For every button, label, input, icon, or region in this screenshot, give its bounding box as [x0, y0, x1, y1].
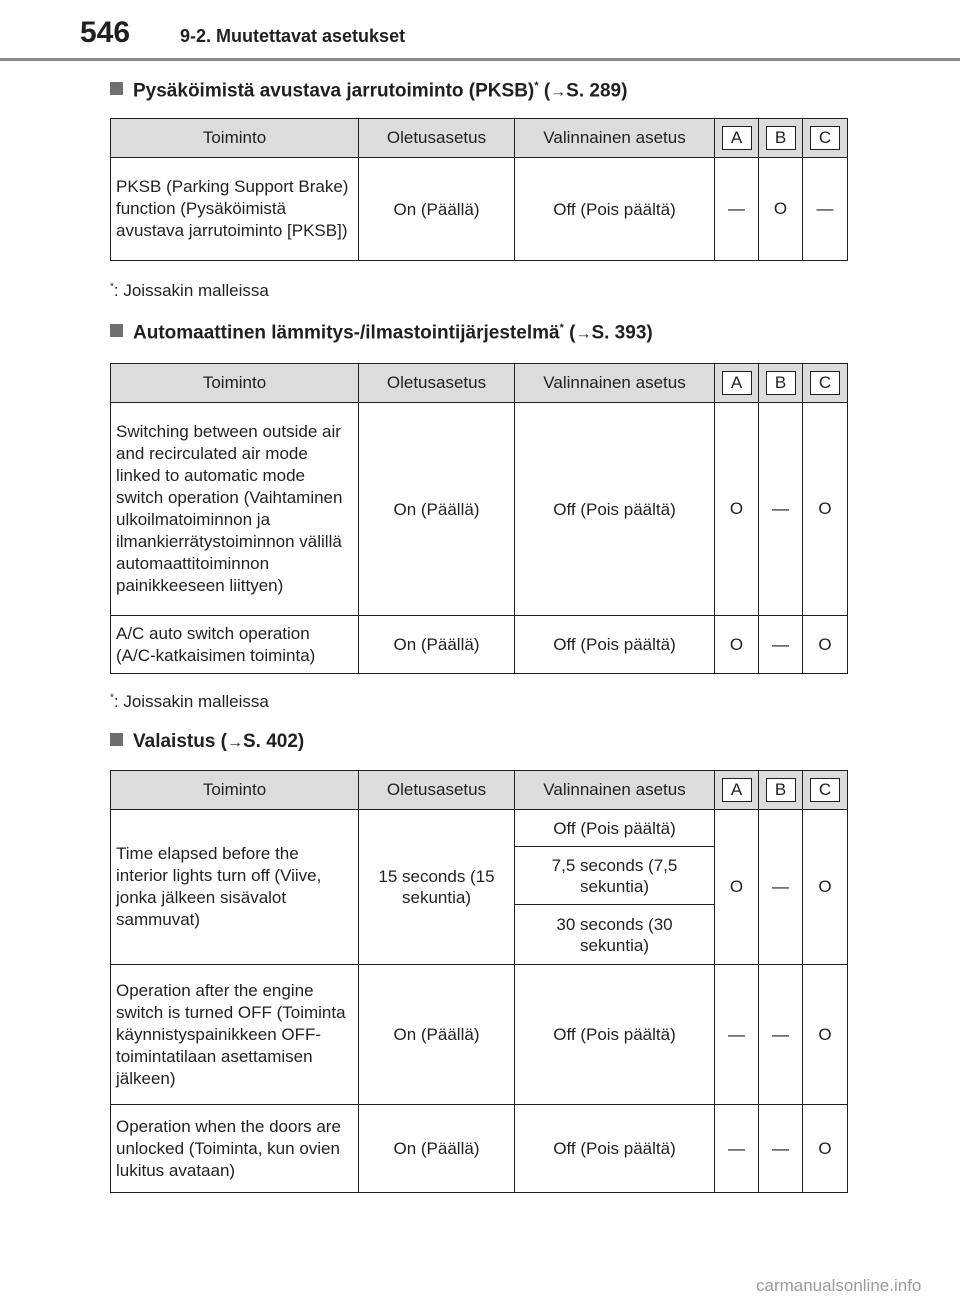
page-reference-link[interactable]: S. 393): [591, 322, 653, 344]
optional-setting: Off (Pois päältä): [515, 616, 715, 674]
mark-b: —: [759, 616, 803, 674]
column-header-function: Toiminto: [111, 771, 359, 810]
header-divider: [0, 58, 960, 61]
square-bullet-icon: [110, 733, 123, 746]
page-reference-link[interactable]: S. 402): [243, 731, 305, 752]
table-row: [111, 1105, 848, 1193]
table-row: [111, 158, 848, 261]
mark-c: O: [803, 810, 848, 965]
table-header-row: [111, 771, 848, 810]
watermark: carmanualsonline.info: [756, 1276, 922, 1295]
function-name: Time elapsed before the interior lights turn off (Viive, jonka jälkeen sisävalot sammuvat): [111, 810, 359, 965]
mark-b: O: [759, 158, 803, 261]
settings-table-climate: [110, 363, 848, 674]
optional-setting: Off (Pois päältä): [515, 403, 715, 616]
square-bullet-icon: [110, 82, 123, 95]
column-header-a: A: [715, 771, 759, 810]
column-header-default: Oletusasetus: [359, 771, 515, 810]
column-header-c: C: [803, 771, 848, 810]
column-header-function: Toiminto: [111, 364, 359, 403]
mark-c: O: [803, 965, 848, 1105]
column-header-a: A: [715, 364, 759, 403]
default-setting: On (Päällä): [359, 616, 515, 674]
table-row: [111, 616, 848, 674]
column-header-b: B: [759, 119, 803, 158]
default-setting: 15 seconds (15 sekuntia): [359, 810, 515, 965]
footnote-marker: *: [534, 80, 539, 92]
function-name: Operation after the engine switch is turned OFF (Toiminta käynnistyspainikkeen OFF-toimintatilaan asettamisen jälkeen): [111, 965, 359, 1105]
function-name: Switching between outside air and recirculated air mode linked to automatic mode switch operation (Vaihtaminen ulkoilmatoiminnon ja ilmankierrätystoiminnon välillä automaattitoiminnon painikkeeseen liittyen): [111, 403, 359, 616]
function-name: Operation when the doors are unlocked (Toiminta, kun ovien lukitus avataan): [111, 1105, 359, 1193]
column-header-function: Toiminto: [111, 119, 359, 158]
column-header-c: C: [803, 119, 848, 158]
footnote-marker: *: [559, 322, 564, 334]
mark-b: —: [759, 965, 803, 1105]
function-name: PKSB (Parking Support Brake) function (Pysäköimistä avustava jarrutoiminto [PKSB]): [111, 158, 359, 261]
section-heading-lighting: Valaistus (→S. 402): [110, 731, 304, 753]
column-header-b: B: [759, 364, 803, 403]
optional-setting: Off (Pois päältä): [515, 1105, 715, 1193]
default-setting: On (Päällä): [359, 965, 515, 1105]
column-header-optional: Valinnainen asetus: [515, 771, 715, 810]
column-header-default: Oletusasetus: [359, 364, 515, 403]
mark-a: O: [715, 810, 759, 965]
section-title: Valaistus: [133, 731, 216, 752]
page-reference-link[interactable]: S. 289): [566, 80, 628, 102]
default-setting: On (Päällä): [359, 158, 515, 261]
footnote: *: Joissakin malleissa: [110, 692, 269, 711]
arrow-icon: →: [550, 83, 567, 101]
column-header-default: Oletusasetus: [359, 119, 515, 158]
section-title: Pysäköimistä avustava jarrutoiminto (PKSB): [133, 80, 535, 102]
table-row: [111, 810, 848, 847]
default-setting: On (Päällä): [359, 403, 515, 616]
optional-setting: Off (Pois päältä): [515, 965, 715, 1105]
table-row: [111, 965, 848, 1105]
section-title: Automaattinen lämmitys-/ilmastointijärjestelmä: [133, 322, 560, 344]
mark-b: —: [759, 403, 803, 616]
optional-setting: 7,5 seconds (7,5 sekuntia): [515, 847, 715, 905]
optional-setting: Off (Pois päältä): [515, 158, 715, 261]
settings-table-pksb: [110, 118, 848, 261]
mark-b: —: [759, 810, 803, 965]
arrow-icon: →: [575, 325, 592, 343]
mark-b: —: [759, 1105, 803, 1193]
mark-c: O: [803, 403, 848, 616]
optional-setting: 30 seconds (30 sekuntia): [515, 905, 715, 965]
table-row: [111, 403, 848, 616]
section-heading-climate: Automaattinen lämmitys-/ilmastointijärjestelmä* (→S. 393): [110, 322, 653, 344]
table-header-row: [111, 364, 848, 403]
column-header-b: B: [759, 771, 803, 810]
mark-c: O: [803, 1105, 848, 1193]
footnote: *: Joissakin malleissa: [110, 281, 269, 300]
mark-a: O: [715, 616, 759, 674]
section-heading-pksb: Pysäköimistä avustava jarrutoiminto (PKSB)* (→S. 289): [110, 80, 627, 102]
mark-a: —: [715, 1105, 759, 1193]
settings-table-lighting: [110, 770, 848, 1193]
column-header-optional: Valinnainen asetus: [515, 364, 715, 403]
column-header-a: A: [715, 119, 759, 158]
page-number: 546: [80, 16, 131, 49]
chapter-title: 9-2. Muutettavat asetukset: [180, 26, 406, 46]
mark-a: —: [715, 158, 759, 261]
function-name: A/C auto switch operation (A/C-katkaisimen toiminta): [111, 616, 359, 674]
mark-c: —: [803, 158, 848, 261]
mark-c: O: [803, 616, 848, 674]
table-header-row: [111, 119, 848, 158]
arrow-icon: →: [227, 734, 243, 751]
mark-a: O: [715, 403, 759, 616]
page-header: [0, 0, 960, 62]
column-header-optional: Valinnainen asetus: [515, 119, 715, 158]
default-setting: On (Päällä): [359, 1105, 515, 1193]
mark-a: —: [715, 965, 759, 1105]
column-header-c: C: [803, 364, 848, 403]
optional-setting: Off (Pois päältä): [515, 810, 715, 847]
square-bullet-icon: [110, 324, 123, 337]
